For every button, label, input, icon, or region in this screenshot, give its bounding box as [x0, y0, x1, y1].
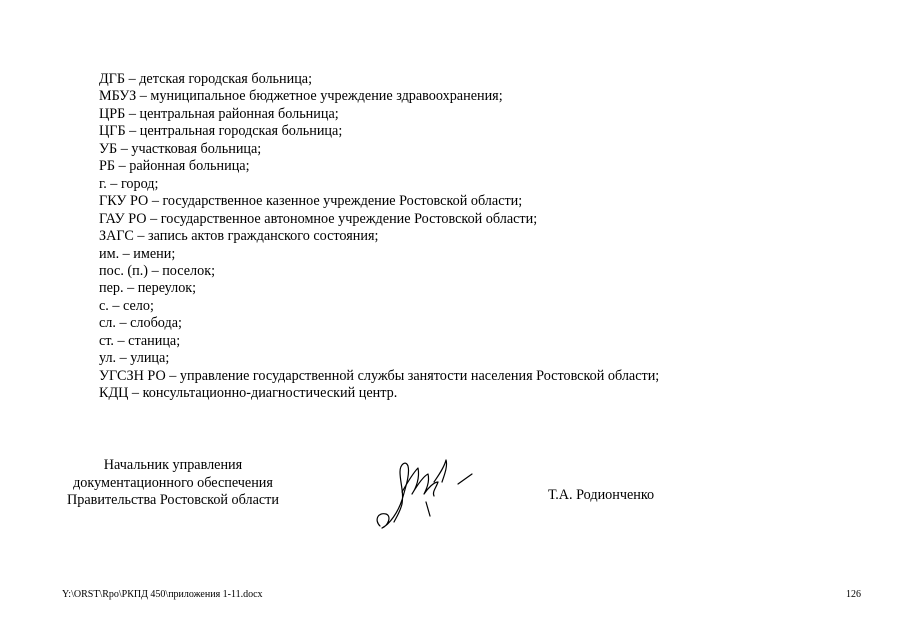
list-item: ЗАГС – запись актов гражданского состояния; — [99, 228, 379, 245]
list-item: ЦГБ – центральная городская больница; — [99, 123, 343, 140]
list-item: КДЦ – консультационно-диагностический центр. — [99, 385, 398, 402]
page-number: 126 — [846, 589, 861, 600]
list-item: сл. – слобода; — [99, 315, 182, 332]
list-item: пер. – переулок; — [99, 280, 197, 297]
list-item: ст. – станица; — [99, 332, 181, 349]
list-item: МБУЗ – муниципальное бюджетное учреждение здравоохранения; — [99, 88, 503, 105]
list-item: УБ – участковая больница; — [99, 140, 262, 157]
handwritten-signature — [372, 452, 482, 534]
list-item: г. – город; — [99, 175, 159, 192]
signatory-title-line: Правительства Ростовской области — [67, 492, 279, 508]
signatory-title-line: документационного обеспечения — [73, 474, 273, 491]
list-item: РБ – районная больница; — [99, 158, 250, 175]
signatory-title — [56, 457, 290, 510]
list-item: ДГБ – детская городская больница; — [99, 71, 313, 87]
list-item: пос. (п.) – поселок; — [99, 262, 216, 279]
list-item: им. – имени; — [99, 245, 176, 262]
list-item: ул. – улица; — [99, 350, 170, 367]
abbreviation-list — [99, 71, 659, 403]
signatory-title-line: Начальник управления — [103, 457, 243, 473]
list-item: с. – село; — [99, 297, 154, 314]
list-item: ГАУ РО – государственное автономное учреждение Ростовской области; — [99, 210, 538, 227]
list-item: УГСЗН РО – управление государственной службы занятости населения Ростовской области; — [99, 367, 660, 384]
footer-file-path: Y:\ORST\Rpo\РКПД 450\приложения 1-11.docx — [62, 589, 263, 600]
signatory-name: Т.А. Родионченко — [548, 487, 655, 503]
list-item: ГКУ РО – государственное казенное учреждение Ростовской области; — [99, 193, 523, 210]
list-item: ЦРБ – центральная районная больница; — [99, 105, 339, 122]
